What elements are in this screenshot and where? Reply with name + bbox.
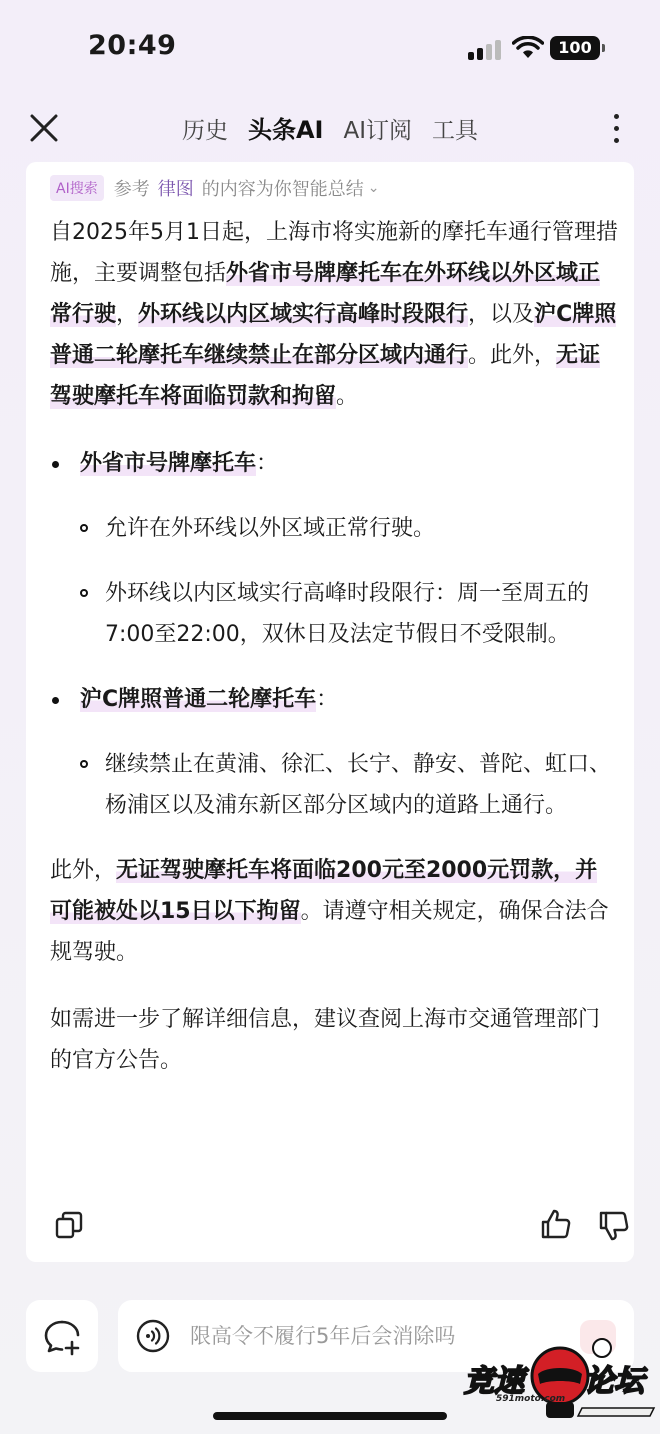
section-title: 沪C牌照普通二轮摩托车 xyxy=(80,687,317,712)
site-watermark-logo xyxy=(462,1336,656,1420)
top-nav xyxy=(0,100,660,158)
thumbs-down-icon[interactable] xyxy=(598,1210,630,1242)
status-bar xyxy=(0,0,660,100)
text: 此外， xyxy=(50,858,117,883)
section-title: 外省市号牌摩托车 xyxy=(80,451,257,476)
new-chat-icon xyxy=(26,1300,98,1372)
section-heading-hu-c xyxy=(50,679,618,720)
list-item: 允许在外环线以外区域正常行驶。 xyxy=(50,508,618,549)
home-indicator[interactable] xyxy=(213,1412,447,1420)
tab-history[interactable]: 历史 xyxy=(181,118,228,144)
highlight: 无证驾驶摩托车将面临罚款和拘留 xyxy=(50,343,601,409)
list-item: 继续禁止在黄浦、徐汇、长宁、静安、普陀、虹口、杨浦区以及浦东新区部分区域内的道路上通行。 xyxy=(50,744,618,826)
text: ： xyxy=(316,687,339,712)
answer-actions xyxy=(50,1208,610,1242)
cellular-signal-icon xyxy=(468,38,504,60)
battery-indicator: 100 xyxy=(550,36,600,60)
voice-icon[interactable] xyxy=(136,1319,170,1353)
intro-paragraph xyxy=(50,212,618,417)
ref-suffix[interactable]: 的内容为你智能总结 xyxy=(201,179,364,200)
wifi-icon xyxy=(512,36,544,60)
tab-toutiao-ai[interactable]: 头条AI xyxy=(247,116,324,144)
highlight: 无证驾驶摩托车将面临200元至2000元罚款，并可能被处以15日以下拘留 xyxy=(50,858,598,924)
source-summary xyxy=(50,174,379,202)
copy-icon[interactable] xyxy=(54,1210,84,1240)
new-chat-button[interactable] xyxy=(26,1300,98,1372)
thumbs-up-icon[interactable] xyxy=(540,1208,572,1240)
chevron-down-icon[interactable]: ⌄ xyxy=(367,180,380,196)
tab-ai-subscribe[interactable]: AI订阅 xyxy=(343,118,413,144)
highlight: 外省市号牌摩托车在外环线以外区域正常行驶 xyxy=(50,261,601,327)
answer-content xyxy=(50,212,618,1107)
text: ，以及 xyxy=(468,302,535,327)
highlight: 沪C牌照普通二轮摩托车继续禁止在部分区域内通行 xyxy=(50,302,617,368)
highlight: 外环线以内区域实行高峰时段限行 xyxy=(138,302,469,327)
text: 自2025年5月1日起，上海市将实施新的摩托车通行管理措施，主要调整包括 xyxy=(50,220,618,286)
penalty-paragraph xyxy=(50,850,618,973)
text: 。 xyxy=(336,384,359,409)
ai-search-badge: AI搜索 xyxy=(50,175,104,201)
section-heading-out-of-town xyxy=(50,443,618,484)
closing-paragraph: 如需进一步了解详细信息，建议查阅上海市交通管理部门的官方公告。 xyxy=(50,1007,601,1073)
watermark-text-left: 竞速 xyxy=(464,1364,524,1399)
watermark-text-right: 论坛 xyxy=(584,1364,644,1399)
more-vertical-icon[interactable] xyxy=(604,110,628,146)
status-time: 20:49 xyxy=(88,30,177,61)
ref-prefix: 参考 xyxy=(113,179,150,200)
text: 。此外， xyxy=(468,343,557,368)
watermark-site: 591moto.com xyxy=(496,1394,566,1404)
list-item: 外环线以内区域实行高峰时段限行：周一至周五的7:00至22:00，双休日及法定节假日不受限制。 xyxy=(50,573,618,655)
answer-card xyxy=(26,162,634,1262)
tab-bar xyxy=(0,110,660,145)
source-link[interactable]: 律图 xyxy=(157,179,194,200)
text: ， xyxy=(116,302,139,327)
text: ： xyxy=(256,451,279,476)
tab-tools[interactable]: 工具 xyxy=(432,118,479,144)
text: 。请遵守相关规定，确保合法合规驾驶。 xyxy=(50,899,609,965)
